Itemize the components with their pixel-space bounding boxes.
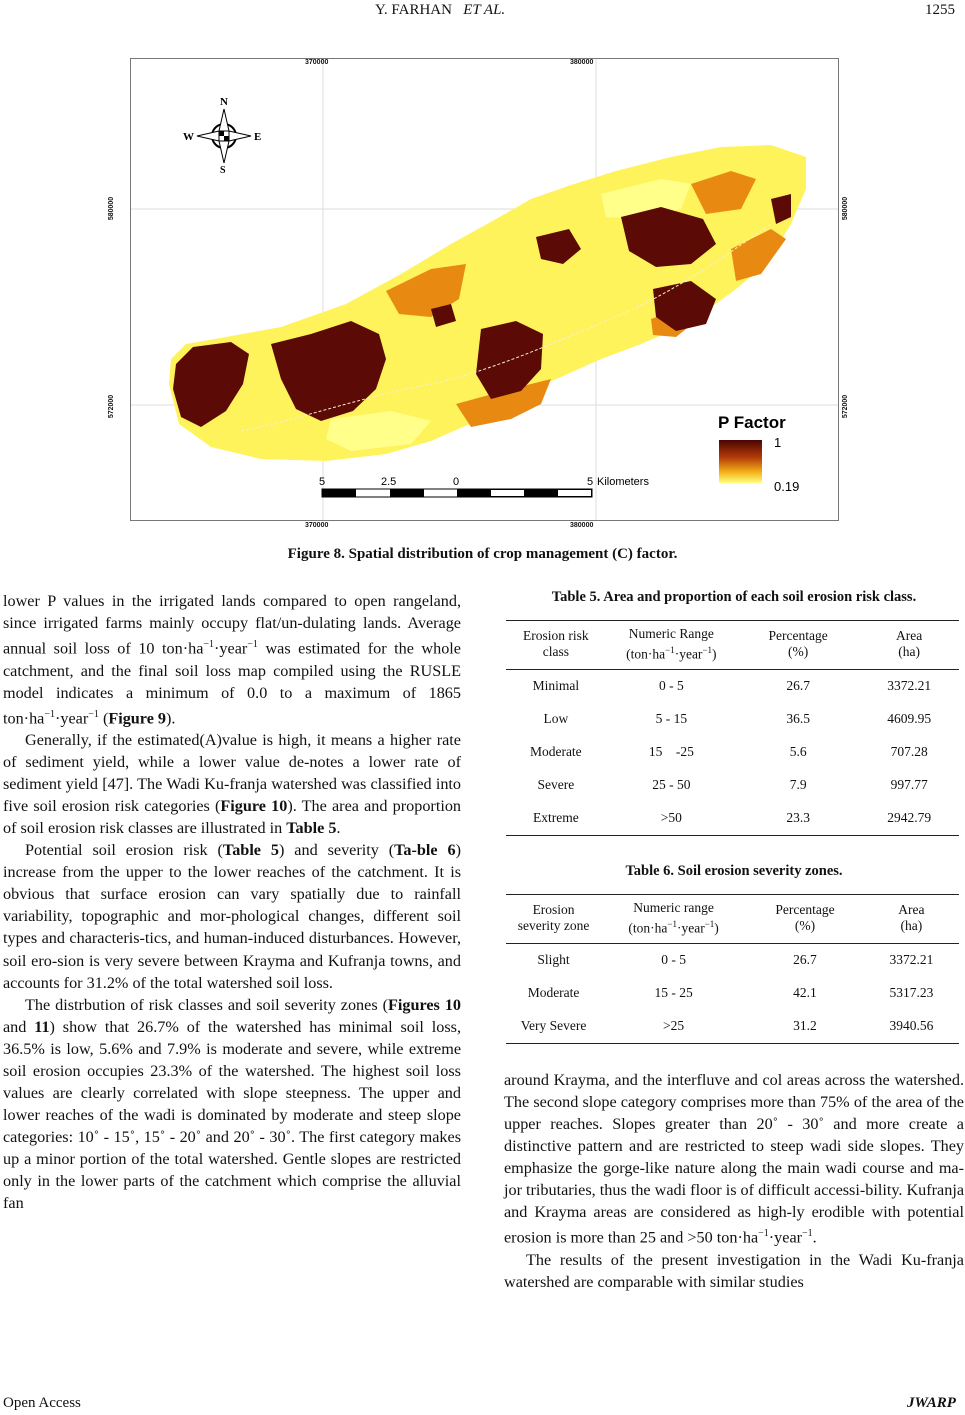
left-column	[3, 590, 461, 1214]
scale-bar	[322, 489, 592, 497]
header-text: )	[714, 920, 719, 936]
header-text: severity zone	[517, 918, 590, 934]
text: was estimated for the whole catchment, and the final soil loss map compiled using the RUSLE model indicates a minimum of 0.0 to a maximum of 1865 ton·ha	[3, 639, 461, 728]
footer-journal: JWARP	[907, 1395, 956, 1411]
table-row	[506, 1010, 959, 1044]
right-column	[504, 1069, 964, 1293]
paragraph-6: The results of the present investigation in the Wadi Ku-franja watershed are comparable with similar studies	[504, 1250, 964, 1291]
table-cell: 26.7	[793, 952, 817, 967]
table-ref[interactable]: Ta-ble 6	[394, 841, 456, 860]
header-text: Percentage	[768, 628, 828, 644]
text: ) increase from the upper to the lower reaches of the catchment. It is obvious that surface erosion can vary spatially due to rainfall variability, topographic and mor-phological changes, different soil types and characteris-tics, and human-induced disturbances. However, soil ero-sion is very severe between Krayma and Kufranja towns, and accounts for 31.2% of the total watershed soil loss.	[3, 841, 461, 992]
header-author: Y. FARHAN	[375, 2, 452, 18]
legend-high: 1	[774, 435, 782, 450]
table-cell: 26.7	[786, 678, 810, 693]
compass-n: N	[220, 96, 228, 108]
table-row	[506, 703, 959, 736]
table-row	[506, 736, 959, 769]
paragraph-3	[3, 839, 461, 993]
table-cell: 997.77	[890, 777, 928, 792]
table-cell: 23.3	[737, 802, 859, 836]
text: ) show that 26.7% of the watershed has minimal soil loss, 36.5% is low, 5.6% and 7.9% is moderate and severe, while extreme soil erosion occupies 23.3% of the watershed. The highest soil loss values are clearly correlated with slope steepness. The upper and lower reaches of the wadi is dominated by moderate and steep slope categories: 10˚ - 15˚, 15˚ - 20˚ and 20˚ - 30˚. The first category makes up a minor portion of the total watershed. Gentle slopes are restricted only in the lower parts of the catchment which comprise the alluvial fan	[3, 1017, 461, 1213]
text: around Krayma, and the interfluve and col areas across the watershed. The second slope category comprises more than 75% of the area of the upper reaches. Slopes greater than 20˚ - 30˚ and more create a distinctive pattern and are restricted to steep wadi side slopes. They emphasize the gorge-like nature along the main wadi course and ma-jor tributaries, thus the wadi floor is of difficult accessi-bility. Kufranja and Krayma areas are considered as high-ly erodible with potential erosion is more than 25 and >50 ton·ha	[504, 1071, 964, 1247]
table-5	[506, 620, 959, 836]
header-text: Numeric Range	[628, 626, 714, 641]
coord-left-2: 572000	[108, 394, 116, 419]
scale-label: 2.5	[381, 476, 397, 488]
table-cell: Low	[543, 711, 569, 726]
header-text: (%)	[794, 918, 816, 934]
table-cell: 3372.21	[889, 952, 934, 967]
header-text: ·year	[674, 646, 703, 662]
figure-8-map	[130, 58, 839, 521]
table-cell: 707.28	[890, 744, 928, 759]
text: ).	[166, 709, 176, 728]
header-text: (%)	[788, 644, 809, 660]
table-cell: >50	[606, 802, 737, 836]
text: and	[3, 1017, 35, 1036]
page-number: 1255	[925, 2, 955, 18]
table-cell: 0 - 5	[658, 678, 684, 693]
running-header	[375, 2, 505, 19]
table-cell: 7.9	[789, 777, 807, 792]
text: (	[98, 709, 109, 728]
text: ) and severity (	[279, 841, 395, 860]
col-header	[506, 621, 606, 670]
header-text: Percentage	[775, 902, 835, 918]
table-5-caption: Table 5. Area and proportion of each soil erosion risk class.	[551, 589, 917, 605]
table-cell: 5 - 15	[655, 711, 688, 726]
table-5-grid	[506, 620, 959, 836]
table-cell: 3940.56	[864, 1010, 959, 1044]
table-cell: Moderate	[527, 985, 580, 1000]
col-header	[746, 895, 864, 944]
table-cell: 36.5	[786, 711, 810, 726]
col-header	[601, 895, 746, 944]
coord-right-2: 572000	[842, 394, 850, 419]
figure-8-caption: Figure 8. Spatial distribution of crop management (C) factor.	[287, 546, 678, 562]
north-arrow-icon	[197, 109, 251, 163]
header-text: (ha)	[900, 918, 923, 934]
text: .	[336, 819, 341, 838]
compass-s: S	[220, 165, 226, 176]
coord-bottom-2: 380000	[570, 522, 594, 529]
text: ·year	[214, 639, 248, 658]
text: ). The area and proportion of soil erosion risk classes are illustrated in	[3, 797, 462, 838]
scale-label: 5	[319, 476, 326, 488]
table-cell: 0 - 5	[661, 952, 686, 967]
scale-unit: Kilometers	[597, 476, 649, 488]
table-row	[506, 977, 959, 1010]
sup: −1	[704, 919, 715, 929]
table-cell: 42.1	[793, 985, 817, 1000]
table-cell: 4609.95	[887, 711, 932, 726]
table-cell: 15 -25	[648, 744, 694, 759]
table-row	[506, 943, 959, 977]
figure-ref[interactable]: 11	[34, 1017, 50, 1036]
header-text: Erosion risk	[523, 628, 589, 644]
table-cell: 25 - 50	[652, 777, 691, 792]
sup: −1	[665, 645, 675, 655]
header-text: class	[542, 644, 569, 660]
text: Generally, if the estimated(A)value is high, it means a higher rate of sediment yield, while a lower value de-notes a lower rate of sediment yield [47]. The Wadi Ku-franja watershed was classified into five soil erosion risk categories (	[3, 731, 461, 816]
table-header-row	[506, 895, 959, 944]
scale-label: 5	[587, 476, 594, 488]
header-text: )	[712, 646, 717, 662]
table-cell: Moderate	[529, 744, 582, 759]
header-etal: ET AL.	[463, 2, 506, 18]
header-text: ·year	[676, 920, 705, 936]
paragraph-2	[3, 729, 461, 839]
header-text: Area	[896, 628, 923, 644]
sup: −1	[802, 1228, 813, 1240]
table-cell: Severe	[537, 777, 575, 792]
scale-label: 0	[453, 476, 460, 488]
compass-e: E	[254, 131, 262, 143]
legend-title: P Factor	[718, 413, 786, 432]
coord-top-1: 370000	[305, 59, 329, 66]
footer-access: Open Access	[3, 1395, 81, 1411]
sup: −1	[667, 919, 677, 929]
table-row	[506, 769, 959, 802]
table-row	[506, 669, 959, 703]
coord-top-2: 380000	[570, 59, 594, 66]
header-text: Erosion	[532, 902, 575, 918]
text: .	[812, 1228, 817, 1247]
header-text: (ha)	[898, 644, 921, 660]
table-cell: Minimal	[532, 678, 580, 693]
text: Potential soil erosion risk (	[25, 841, 223, 860]
table-cell: 15 - 25	[654, 985, 693, 1000]
table-cell: 31.2	[746, 1010, 864, 1044]
table-cell: Very Severe	[506, 1010, 601, 1044]
compass-w: W	[183, 131, 194, 143]
col-header	[606, 621, 737, 670]
figure-ref[interactable]: Figure 10	[220, 797, 288, 816]
header-text: (ton·ha	[626, 646, 666, 662]
coord-bottom-1: 370000	[305, 522, 329, 529]
table-ref[interactable]: Table 5	[222, 841, 279, 860]
map-canvas	[131, 59, 838, 520]
col-header	[864, 895, 959, 944]
sup: −1	[702, 645, 713, 655]
text: ·year	[768, 1228, 803, 1247]
sup: −1	[758, 1228, 769, 1240]
legend-color-ramp	[719, 440, 762, 483]
legend-low: 0.19	[774, 479, 800, 494]
sup: −1	[247, 639, 258, 651]
table-ref[interactable]: Table 5	[286, 819, 337, 838]
table-cell: 5.6	[789, 744, 807, 759]
text: The distrbution of risk classes and soil severity zones (	[25, 995, 388, 1014]
table-cell: 2942.79	[859, 802, 959, 836]
sup: −1	[44, 708, 55, 720]
table-cell: Slight	[537, 952, 570, 967]
table-6-grid	[506, 894, 959, 1044]
col-header	[859, 621, 959, 670]
figure-ref[interactable]: Figure 9	[108, 709, 167, 728]
header-text: (ton·ha	[628, 920, 668, 936]
sup: −1	[88, 708, 99, 720]
col-header	[506, 895, 601, 944]
text: lower P values in the irrigated lands compared to open rangeland, since irrigated farms mainly occupy flat/un-dulating lands. Average annual soil loss of 10 ton·ha	[3, 592, 461, 658]
col-header	[737, 621, 859, 670]
table-cell: >25	[601, 1010, 746, 1044]
paragraph-5	[504, 1069, 964, 1249]
figure-ref[interactable]: Figures 10	[388, 995, 462, 1014]
table-6	[506, 894, 959, 1044]
header-text: Area	[898, 902, 925, 918]
table-row	[506, 802, 959, 836]
paragraph-1	[3, 590, 461, 729]
header-text: Numeric range	[633, 900, 714, 915]
sup: −1	[203, 639, 215, 651]
coord-left-1: 580000	[108, 196, 116, 221]
table-cell: 3372.21	[887, 678, 932, 693]
table-6-caption: Table 6. Soil erosion severity zones.	[625, 863, 843, 879]
text: ·year	[55, 709, 89, 728]
paragraph-4	[3, 994, 461, 1214]
table-cell: 5317.23	[889, 985, 934, 1000]
coord-right-1: 580000	[842, 196, 850, 221]
table-cell: Extreme	[506, 802, 606, 836]
table-header-row	[506, 621, 959, 670]
